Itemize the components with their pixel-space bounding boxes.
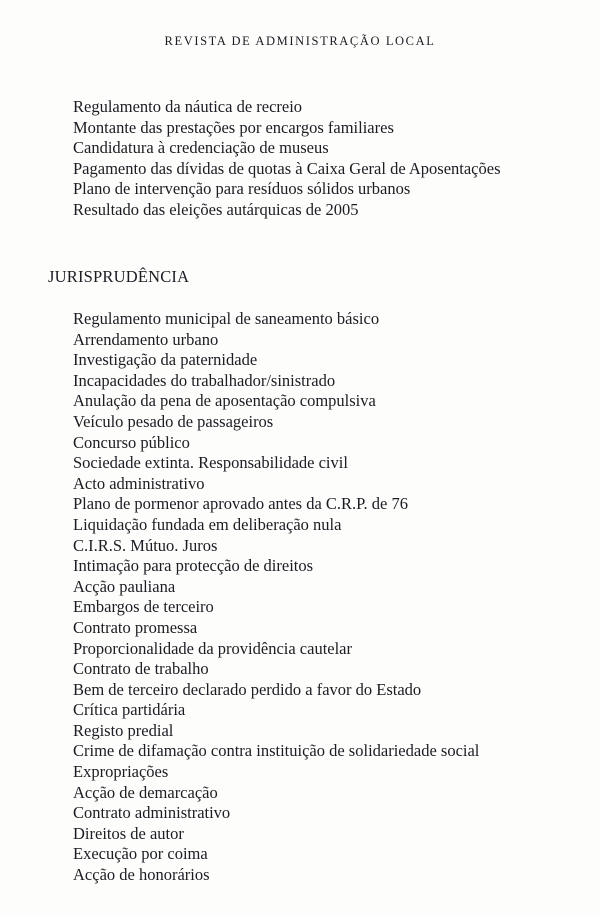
section-heading-jurisprudencia: JURISPRUDÊNCIA xyxy=(48,267,190,286)
list-item: Crítica partidária xyxy=(73,700,186,720)
list-item: Crime de difamação contra instituição de solidariedade social xyxy=(73,741,480,761)
list-item: Resultado das eleições autárquicas de 2005 xyxy=(73,199,359,219)
list-item: Contrato promessa xyxy=(73,617,198,637)
jurisprudencia-list xyxy=(73,309,479,886)
list-item: Montante das prestações por encargos familiares xyxy=(73,117,394,137)
list-item: Candidatura à credenciação de museus xyxy=(73,138,329,158)
list-item: Expropriações xyxy=(73,762,169,782)
list-item: Anulação da pena de aposentação compulsiva xyxy=(73,391,376,411)
list-item: Contrato administrativo xyxy=(73,803,231,823)
list-item: Registo predial xyxy=(73,720,174,740)
list-item: Sociedade extinta. Responsabilidade civil xyxy=(73,453,348,473)
list-item: Pagamento das dívidas de quotas à Caixa Geral de Aposentações xyxy=(73,158,501,178)
list-item: Concurso público xyxy=(73,432,190,452)
list-item: Liquidação fundada em deliberação nula xyxy=(73,514,342,534)
list-item: Acção de honorários xyxy=(73,865,210,885)
list-item: Plano de pormenor aprovado antes da C.R.P. de 76 xyxy=(73,494,408,514)
list-item: Regulamento da náutica de recreio xyxy=(73,97,303,116)
list-item: Plano de intervenção para resíduos sólidos urbanos xyxy=(73,179,411,199)
list-item: Contrato de trabalho xyxy=(73,659,209,679)
list-item: Investigação da paternidade xyxy=(73,350,258,370)
list-item: Embargos de terceiro xyxy=(73,597,214,617)
list-item: Direitos de autor xyxy=(73,823,184,843)
list-item: Acção pauliana xyxy=(73,576,176,596)
list-item: Proporcionalidade da providência cautelar xyxy=(73,638,353,658)
list-item: Bem de terceiro declarado perdido a favor do Estado xyxy=(73,679,422,699)
list-item: Arrendamento urbano xyxy=(73,329,219,349)
list-item: Acção de demarcação xyxy=(73,782,218,802)
list-item: Incapacidades do trabalhador/sinistrado xyxy=(73,370,336,390)
list-item: Intimação para protecção de direitos xyxy=(73,556,314,576)
intro-list xyxy=(73,97,501,221)
list-item: Execução por coima xyxy=(73,844,208,864)
running-head: REVISTA DE ADMINISTRAÇÃO LOCAL xyxy=(164,34,436,48)
list-item: C.I.R.S. Mútuo. Juros xyxy=(73,535,218,555)
list-item: Regulamento municipal de saneamento básico xyxy=(73,309,380,328)
list-item: Veículo pesado de passageiros xyxy=(73,411,274,431)
list-item: Acto administrativo xyxy=(73,473,205,493)
